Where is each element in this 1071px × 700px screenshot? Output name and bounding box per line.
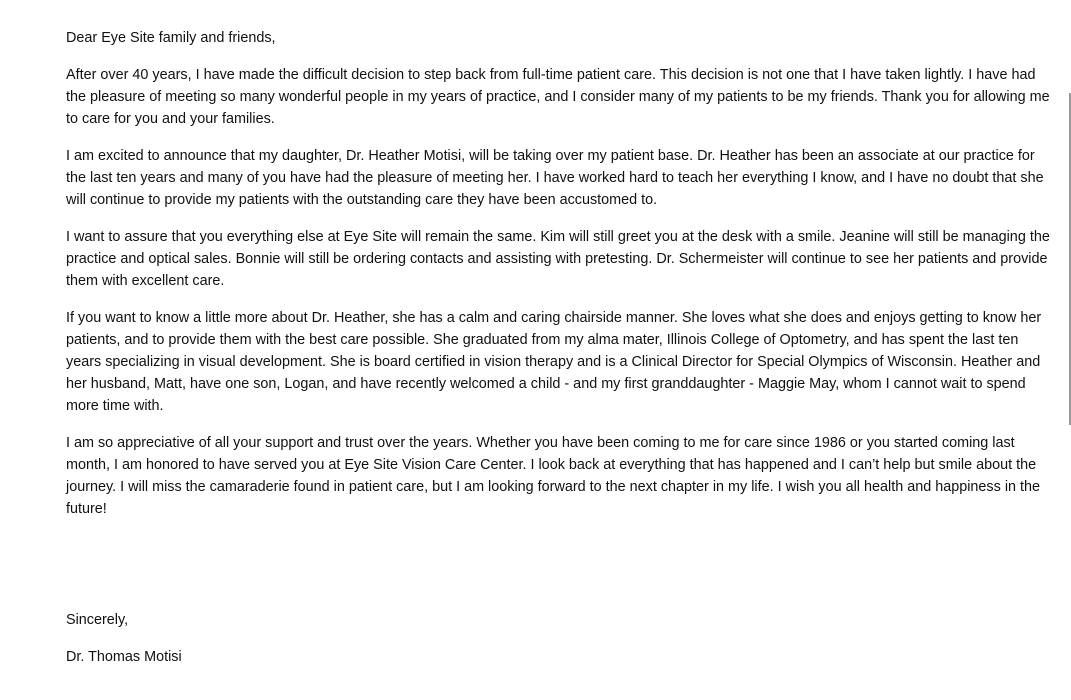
letter-body [66,27,1052,668]
letter-greeting: Dear Eye Site family and friends, [66,30,276,46]
letter-paragraph-retirement: After over 40 years, I have made the difficult decision to step back from full-time patient care. This decision is not one that I have taken lightly. I have had the pleasure of meeting so many wonderful people in my years of practice, and I consider many of my patients to be my friends. Thank you for allowing me to care for you and your families. [66,67,1050,127]
letter-paragraph-thanks: I am so appreciative of all your support and trust over the years. Whether you have been coming to me for care since 1986 or you started coming last month, I am honored to have served you at Eye Site Vision Care Center. I look back at everything that has happened and I can’t help but smile about the journey. I will miss the camaraderie found in patient care, but I am looking forward to the next chapter in my life. I wish you all health and happiness in the future! [66,435,1041,517]
letter-signature: Dr. Thomas Motisi [66,649,182,665]
letter-spacer [66,535,1052,609]
letter-paragraph-about-heather: If you want to know a little more about Dr. Heather, she has a calm and caring chairside manner. She loves what she does and enjoys getting to know her patients, and to provide them with the best care possible. She graduated from my alma mater, Illinois College of Optometry, and has spent the last ten years specializing in visual development. She is board certified in vision therapy and is a Clinical Director for Special Olympics of Wisconsin. Heather and her husband, Matt, have one son, Logan, and have recently welcomed a child - and my first granddaughter - Maggie May, whom I cannot wait to spend more time with. [66,310,1042,414]
letter-paragraph-staff: I want to assure that you everything else at Eye Site will remain the same. Kim will still greet you at the desk with a smile. Jeanine will still be managing the practice and optical sales. Bonnie will still be ordering contacts and assisting with pretesting. Dr. Schermeister will continue to see her patients and provide them with excellent care. [66,229,1050,289]
letter-paragraph-successor: I am excited to announce that my daughter, Dr. Heather Motisi, will be taking over my patient base. Dr. Heather has been an associate at our practice for the last ten years and many of you have had the pleasure of meeting her. I have worked hard to teach her everything I know, and I have no doubt that she will continue to provide my patients with the outstanding care they have been accustomed to. [66,148,1044,208]
letter-closing: Sincerely, [66,612,129,628]
